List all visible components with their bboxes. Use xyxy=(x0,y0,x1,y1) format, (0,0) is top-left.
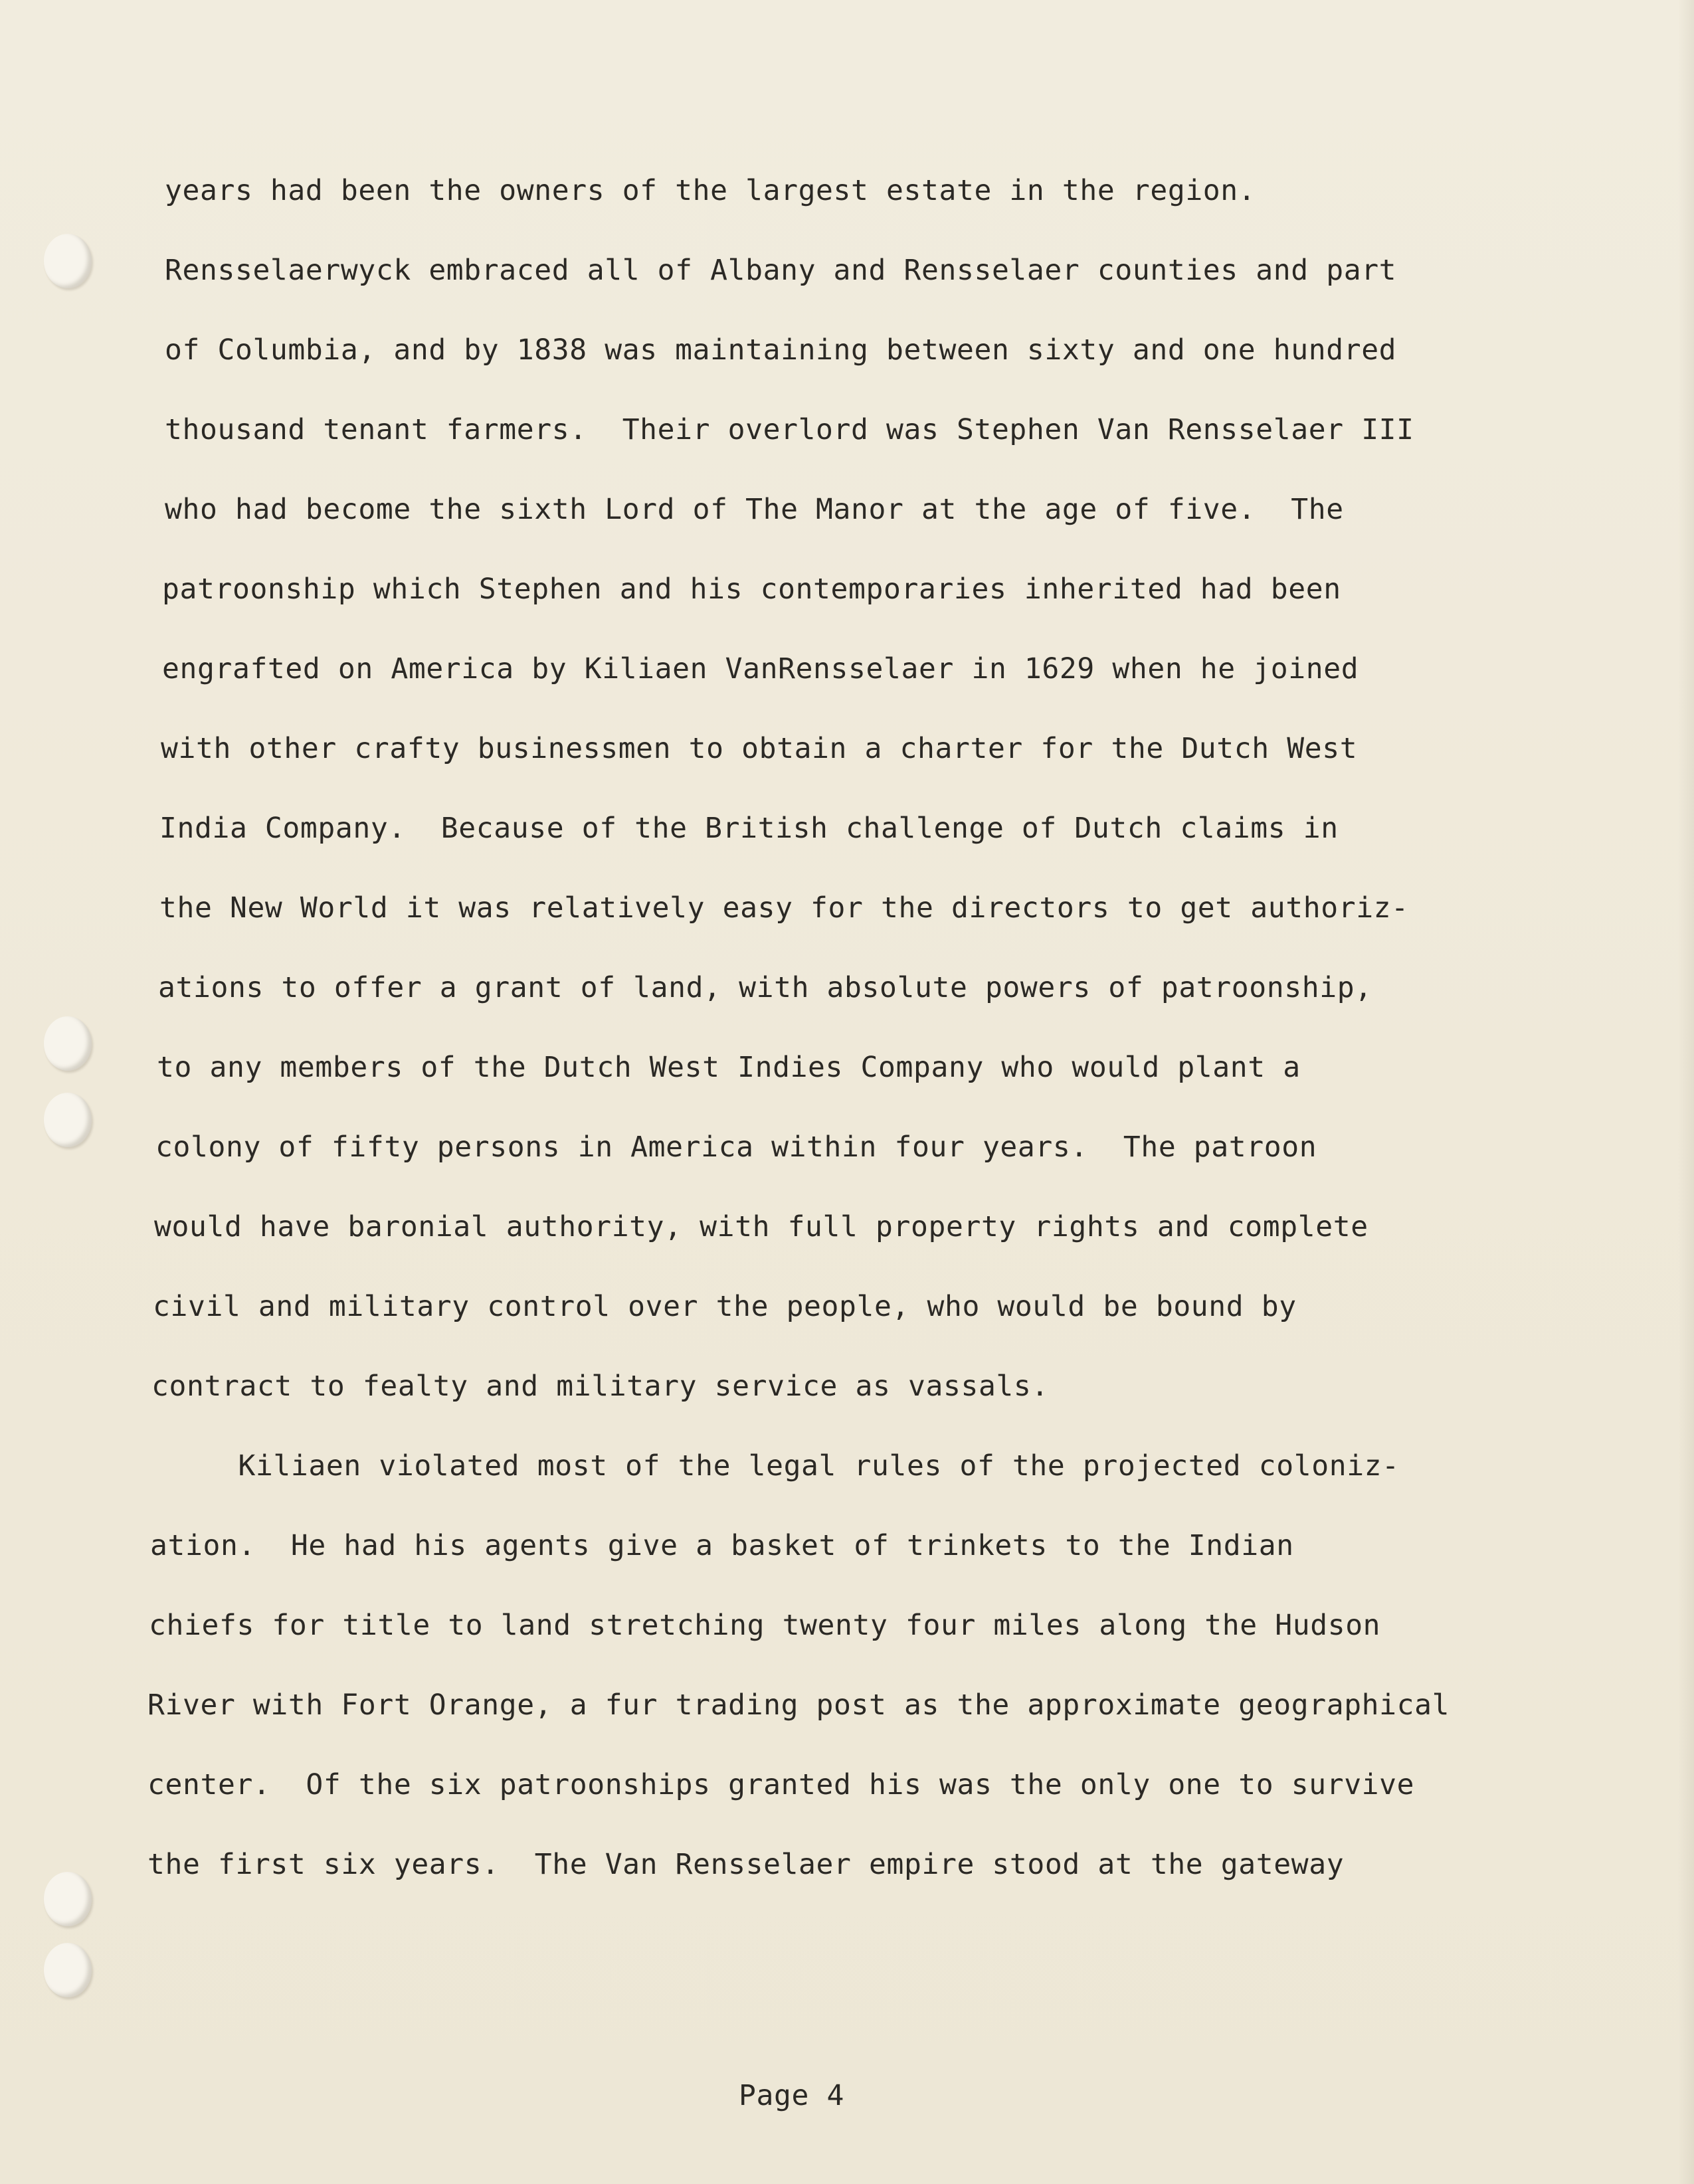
text-line: to any members of the Dutch West Indies Company who would plant a xyxy=(157,1051,1301,1084)
text-line: the first six years. The Van Rensselaer empire stood at the gateway xyxy=(147,1848,1345,1881)
text-line: who had become the sixth Lord of The Manor at the age of five. The xyxy=(165,493,1344,526)
text-line: the New World it was relatively easy for the directors to get authoriz- xyxy=(159,891,1409,925)
text-line: with other crafty businessmen to obtain a charter for the Dutch West xyxy=(161,732,1358,765)
text-line: colony of fifty persons in America within four years. The patroon xyxy=(155,1131,1317,1164)
text-line: India Company. Because of the British challenge of Dutch claims in xyxy=(159,812,1339,845)
text-line: Rensselaerwyck embraced all of Albany and Rensselaer counties and part xyxy=(165,254,1397,287)
text-line: chiefs for title to land stretching twenty four miles along the Hudson xyxy=(149,1609,1381,1642)
text-line: of Columbia, and by 1838 was maintaining between sixty and one hundred xyxy=(165,333,1397,367)
page-number: Page 4 xyxy=(739,2079,844,2112)
text-line: civil and military control over the people, who would be bound by xyxy=(153,1290,1297,1323)
text-line: center. Of the six patroonships granted his was the only one to survive xyxy=(147,1768,1415,1801)
text-line: contract to fealty and military service as vassals. xyxy=(151,1370,1049,1403)
text-line: years had been the owners of the largest estate in the region. xyxy=(165,174,1256,207)
text-line: engrafted on America by Kiliaen VanRensselaer in 1629 when he joined xyxy=(162,652,1359,685)
text-line: would have baronial authority, with full property rights and complete xyxy=(154,1210,1368,1243)
text-line: River with Fort Orange, a fur trading post as the approximate geographical xyxy=(147,1688,1450,1722)
text-line: Kiliaen violated most of the legal rules of the projected coloniz- xyxy=(150,1449,1400,1483)
text-line: thousand tenant farmers. Their overlord was Stephen Van Rensselaer III xyxy=(165,413,1414,446)
text-line: ation. He had his agents give a basket of trinkets to the Indian xyxy=(150,1529,1294,1562)
text-line: ations to offer a grant of land, with absolute powers of patroonship, xyxy=(158,971,1372,1004)
text-line: patroonship which Stephen and his contemporaries inherited had been xyxy=(162,573,1341,606)
